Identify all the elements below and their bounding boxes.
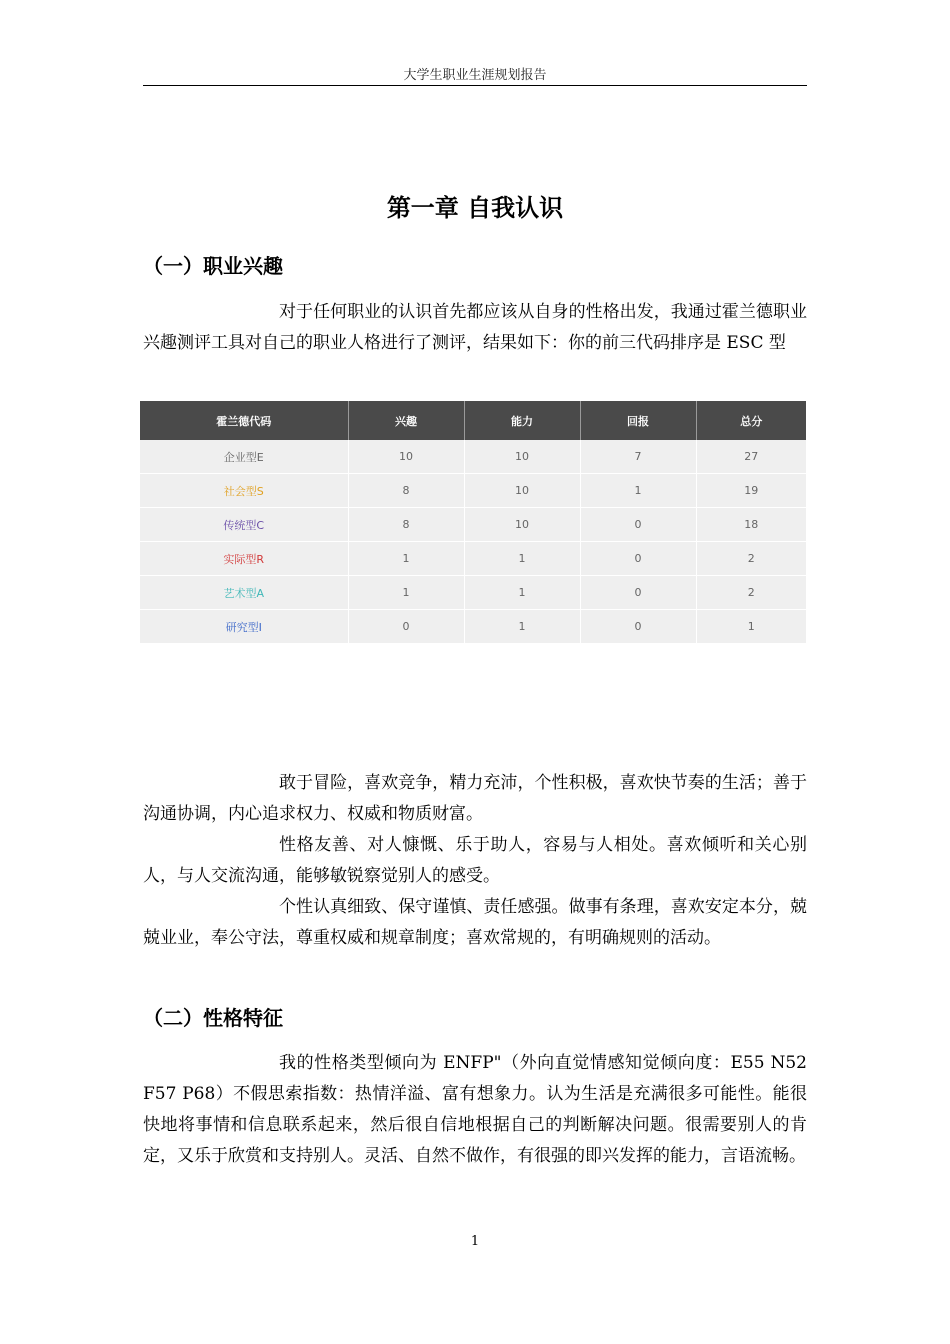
ability-score-cell: 1 (464, 576, 580, 610)
reward-score-cell: 0 (580, 610, 696, 644)
holland-type-cell: 研究型I (140, 610, 348, 644)
interest-intro-paragraph: 对于任何职业的认识首先都应该从自身的性格出发，我通过霍兰德职业兴趣测评工具对自己的职业人格进行了测评，结果如下：你的前三代码排序是 ESC 型 (143, 302, 807, 353)
interest-score-cell: 8 (348, 508, 464, 542)
table-row (140, 474, 806, 508)
reward-score-cell: 0 (580, 576, 696, 610)
column-header: 总分 (696, 401, 806, 440)
interest-score-cell: 1 (348, 576, 464, 610)
holland-type-cell: 实际型R (140, 542, 348, 576)
column-header: 能力 (464, 401, 580, 440)
holland-type-cell: 企业型E (140, 440, 348, 474)
ability-score-cell: 1 (464, 610, 580, 644)
interest-score-cell: 0 (348, 610, 464, 644)
running-header: 大学生职业生涯规划报告 (403, 68, 547, 83)
reward-score-cell: 7 (580, 440, 696, 474)
holland-type-cell: 社会型S (140, 474, 348, 508)
interest-score-cell: 8 (348, 474, 464, 508)
column-header: 回报 (580, 401, 696, 440)
total-score-cell: 2 (696, 542, 806, 576)
table-row (140, 576, 806, 610)
table-row (140, 440, 806, 474)
table-row (140, 542, 806, 576)
reward-score-cell: 1 (580, 474, 696, 508)
chapter-title: 第一章 自我认识 (386, 194, 564, 222)
holland-type-cell: 艺术型A (140, 576, 348, 610)
total-score-cell: 19 (696, 474, 806, 508)
trait-paragraph-conventional: 个性认真细致、保守谨慎、责任感强。做事有条理，喜欢安定本分，兢兢业业，奉公守法，尊重权威和规章制度；喜欢常规的，有明确规则的活动。 (143, 897, 807, 948)
total-score-cell: 2 (696, 576, 806, 610)
reward-score-cell: 0 (580, 508, 696, 542)
interest-score-cell: 10 (348, 440, 464, 474)
personality-paragraph: 我的性格类型倾向为 ENFP"（外向直觉情感知觉倾向度：E55 N52 F57 P68）不假思索指数：热情洋溢、富有想象力。认为生活是充满很多可能性。能很快地将事情和信息联系起来，然后很自信地根据自己的判断解决问题。很需要别人的肯定，又乐于欣赏和支持别人。灵活、自然不做作，有很强的即兴发挥的能力，言语流畅。 (143, 1053, 807, 1166)
table-header-row (140, 401, 806, 440)
ability-score-cell: 10 (464, 474, 580, 508)
ability-score-cell: 10 (464, 440, 580, 474)
table-row (140, 610, 806, 644)
reward-score-cell: 0 (580, 542, 696, 576)
header-divider (143, 85, 807, 86)
holland-type-cell: 传统型C (140, 508, 348, 542)
column-header: 兴趣 (348, 401, 464, 440)
page-number: 1 (470, 1234, 480, 1249)
trait-paragraph-social: 性格友善、对人慷慨、乐于助人，容易与人相处。喜欢倾听和关心别人，与人交流沟通，能够敏锐察觉别人的感受。 (143, 835, 807, 886)
total-score-cell: 27 (696, 440, 806, 474)
trait-paragraph-enterprising: 敢于冒险，喜欢竞争，精力充沛，个性积极，喜欢快节奏的生活；善于沟通协调，内心追求权力、权威和物质财富。 (143, 773, 807, 824)
ability-score-cell: 1 (464, 542, 580, 576)
ability-score-cell: 10 (464, 508, 580, 542)
total-score-cell: 18 (696, 508, 806, 542)
holland-code-table (140, 401, 806, 644)
section-title-personality: （二）性格特征 (143, 1006, 283, 1030)
section-title-interest: （一）职业兴趣 (143, 254, 283, 278)
interest-score-cell: 1 (348, 542, 464, 576)
column-header: 霍兰德代码 (140, 401, 348, 440)
table-row (140, 508, 806, 542)
total-score-cell: 1 (696, 610, 806, 644)
